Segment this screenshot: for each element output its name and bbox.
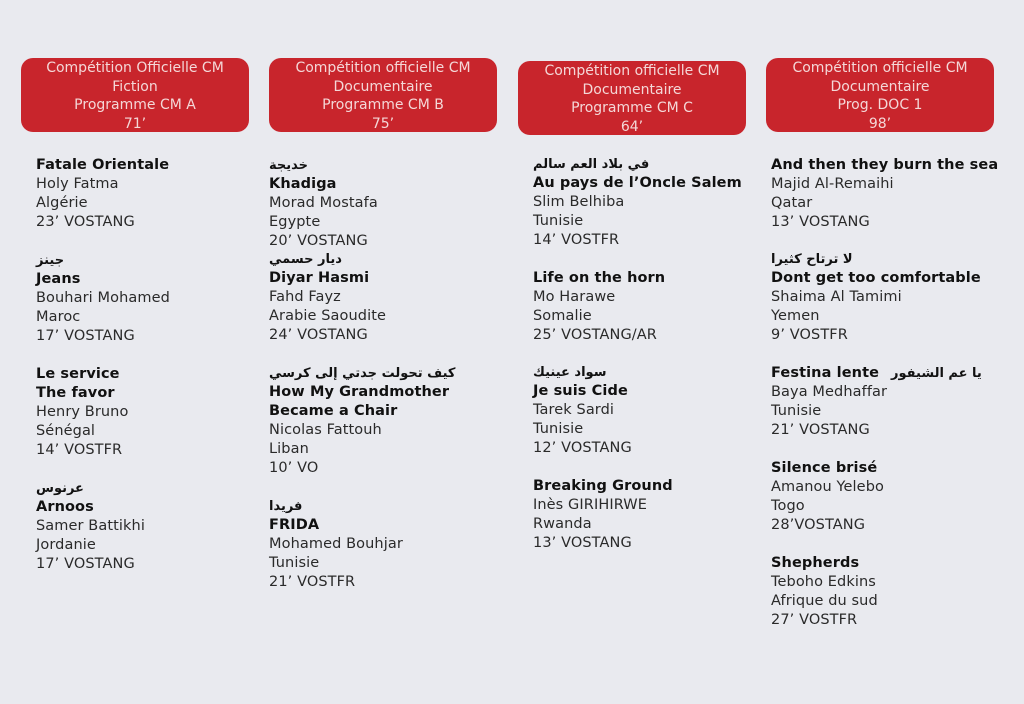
film-title (533, 382, 783, 401)
film-line-text: Egypte (269, 214, 321, 230)
film-entry (36, 156, 286, 232)
film-entry (269, 250, 519, 345)
film-title (771, 554, 1021, 573)
film-entry (771, 459, 1021, 535)
header-line: Documentaire (333, 78, 433, 95)
film-line-text: Nicolas Fattouh (269, 422, 382, 438)
film-line-text: 25’ VOSTANG/AR (533, 327, 657, 343)
film-line-text: Le service (36, 366, 120, 382)
film-line-text: Amanou Yelebo (771, 479, 884, 495)
film-line-text: 27’ VOSTFR (771, 612, 858, 628)
film-title-arabic (771, 250, 1021, 269)
film-detail (533, 534, 783, 553)
film-line-text: 12’ VOSTANG (533, 440, 632, 456)
film-line-text: Shaima Al Tamimi (771, 289, 902, 305)
film-line-text: How My Grandmother (269, 384, 450, 400)
film-line-text: 13’ VOSTANG (771, 214, 870, 230)
film-detail (771, 307, 1021, 326)
film-detail (36, 175, 286, 194)
film-line-text: Somalie (533, 308, 592, 324)
header-line: 71’ (123, 115, 147, 132)
film-line-text: Holy Fatma (36, 176, 119, 192)
film-line-text: Je suis Cide (533, 383, 628, 399)
film-title (36, 384, 286, 403)
film-line-text: Majid Al-Remaihi (771, 176, 894, 192)
film-title (771, 269, 1021, 288)
film-line-text: Teboho Edkins (771, 574, 876, 590)
film-detail (269, 440, 519, 459)
film-line-text: جينز (36, 253, 65, 268)
film-line-text: Afrique du sud (771, 593, 878, 609)
film-line-text: Morad Mostafa (269, 195, 378, 211)
film-title-arabic (269, 156, 519, 175)
header-line: Prog. DOC 1 (837, 97, 923, 113)
film-line-text: Henry Bruno (36, 404, 129, 420)
film-line-text: And then they burn the sea (771, 157, 999, 173)
film-line-text: 14’ VOSTFR (533, 232, 620, 248)
film-line-text: 28’VOSTANG (771, 517, 866, 533)
film-line-text: 14’ VOSTFR (36, 442, 123, 458)
film-detail (533, 439, 783, 458)
film-title (533, 477, 783, 496)
film-title-arabic (36, 251, 286, 270)
film-line-text: Mohamed Bouhjar (269, 536, 403, 552)
film-detail (269, 307, 519, 326)
film-line-text: لا ترتاح كثيرا (771, 252, 853, 267)
programme-header-c (518, 61, 746, 135)
header-line: Compétition Officielle CM (46, 60, 224, 76)
film-title (771, 364, 1021, 383)
film-line-text: 17’ VOSTANG (36, 328, 135, 344)
film-line-text: Breaking Ground (533, 478, 673, 494)
header-line: Programme CM C (571, 100, 693, 116)
film-line-text: Became a Chair (269, 403, 398, 419)
film-detail (269, 459, 519, 478)
film-detail (771, 288, 1021, 307)
film-entry (269, 497, 519, 592)
header-line: Compétition officielle CM (544, 63, 720, 79)
film-line-text: Dont get too comfortable (771, 270, 981, 286)
film-line-text: 17’ VOSTANG (36, 556, 135, 572)
film-title (269, 383, 519, 402)
film-detail (533, 515, 783, 534)
film-entry (771, 554, 1021, 630)
film-detail (533, 401, 783, 420)
programme-header-a (21, 58, 249, 132)
film-line-text: 21’ VOSTANG (771, 422, 870, 438)
film-title (771, 156, 1021, 175)
header-line: 98’ (868, 115, 892, 132)
film-detail (771, 194, 1021, 213)
film-title (269, 269, 519, 288)
film-detail (771, 497, 1021, 516)
film-detail (771, 592, 1021, 611)
film-detail (36, 555, 286, 574)
film-detail (771, 213, 1021, 232)
film-line-text: Bouhari Mohamed (36, 290, 170, 306)
film-line-text: Tunisie (771, 403, 822, 419)
film-detail (771, 383, 1021, 402)
film-detail (771, 326, 1021, 345)
film-detail (533, 231, 783, 250)
film-line-text: Yemen (771, 308, 820, 324)
film-detail (36, 327, 286, 346)
film-title-arabic (269, 497, 519, 516)
film-detail (771, 573, 1021, 592)
film-line-text: Khadiga (269, 176, 337, 192)
film-title-arabic (533, 155, 783, 174)
film-title (269, 516, 519, 535)
film-line-text: Shepherds (771, 555, 860, 571)
film-line-text: Arabie Saoudite (269, 308, 387, 324)
header-line: Programme CM A (74, 97, 196, 113)
film-detail (36, 422, 286, 441)
film-title (36, 498, 286, 517)
film-line-text: في بلاد العم سالم (533, 157, 650, 172)
film-detail (771, 175, 1021, 194)
film-title-arabic (36, 479, 286, 498)
film-entry (533, 363, 783, 458)
film-detail (36, 441, 286, 460)
film-line-text: Life on the horn (533, 270, 666, 286)
film-line-text: 20’ VOSTANG (269, 233, 368, 249)
film-line-text: Slim Belhiba (533, 194, 625, 210)
film-line-text: Diyar Hasmi (269, 270, 370, 286)
film-entry (533, 477, 783, 553)
film-line-text: فريدا (269, 499, 303, 514)
film-line-text: Maroc (36, 309, 81, 325)
header-line: Programme CM B (322, 97, 444, 113)
film-title (533, 269, 783, 288)
film-title (533, 174, 783, 193)
film-line-text: Samer Battikhi (36, 518, 145, 534)
film-detail (771, 421, 1021, 440)
header-line: Fiction (112, 78, 158, 95)
film-entry (771, 250, 1021, 345)
film-title-arabic (533, 363, 783, 382)
film-detail (533, 496, 783, 515)
film-detail (269, 326, 519, 345)
film-detail (36, 289, 286, 308)
film-entry (771, 156, 1021, 232)
film-detail (36, 213, 286, 232)
film-line-text: Au pays de l’Oncle Salem (533, 175, 742, 191)
film-line-text: Arnoos (36, 499, 94, 515)
film-entry (771, 364, 1021, 440)
film-detail (36, 403, 286, 422)
film-detail (36, 308, 286, 327)
film-detail (771, 402, 1021, 421)
film-detail (771, 611, 1021, 630)
film-title (36, 156, 286, 175)
header-line: 75’ (371, 115, 395, 132)
film-line-text: Baya Medhaffar (771, 384, 888, 400)
film-entry (533, 269, 783, 345)
film-line-text: Tunisie (269, 555, 320, 571)
film-line-text: Tarek Sardi (533, 402, 615, 418)
film-detail (36, 194, 286, 213)
header-line: 64’ (620, 118, 644, 135)
film-title-arabic (269, 250, 519, 269)
film-entry (36, 479, 286, 574)
header-line: Compétition officielle CM (295, 60, 471, 76)
film-detail (771, 516, 1021, 535)
film-line-text: Jordanie (36, 537, 96, 553)
film-line-text: Inès GIRIHIRWE (533, 497, 647, 513)
film-line-text: FRIDA (269, 517, 320, 533)
film-entry (533, 155, 783, 250)
film-line-text: Rwanda (533, 516, 592, 532)
film-detail (533, 212, 783, 231)
film-entry (269, 364, 519, 478)
film-line-text: Mo Harawe (533, 289, 616, 305)
film-entry (36, 365, 286, 460)
film-line-text: 23’ VOSTANG (36, 214, 135, 230)
film-line-text: The favor (36, 385, 115, 401)
film-detail (533, 288, 783, 307)
film-title (36, 270, 286, 289)
film-line-text: Fatale Orientale (36, 157, 170, 173)
film-line-text: Qatar (771, 195, 813, 211)
film-detail (533, 326, 783, 345)
film-detail (269, 213, 519, 232)
header-line: Documentaire (830, 78, 930, 95)
film-detail (533, 420, 783, 439)
programme-header-d (766, 58, 994, 132)
film-title (269, 175, 519, 194)
film-line-text: Fahd Fayz (269, 289, 341, 305)
film-detail (269, 554, 519, 573)
film-detail (269, 194, 519, 213)
film-line-text: Tunisie (533, 213, 584, 229)
film-detail (533, 193, 783, 212)
film-line-text: خديجة (269, 158, 309, 173)
film-detail (533, 307, 783, 326)
film-entry (269, 156, 519, 251)
film-line-text: 24’ VOSTANG (269, 327, 368, 343)
film-line-text: 13’ VOSTANG (533, 535, 632, 551)
film-detail (269, 288, 519, 307)
film-line-text: Tunisie (533, 421, 584, 437)
header-line: Documentaire (582, 81, 682, 98)
film-line-text: 9’ VOSTFR (771, 327, 848, 343)
film-line-text: ديار حسمي (269, 252, 342, 267)
film-detail (36, 517, 286, 536)
film-line-text: Silence brisé (771, 460, 878, 476)
film-line-text: Liban (269, 441, 309, 457)
film-title (36, 365, 286, 384)
film-title-arabic: يا عم الشيفور (891, 366, 982, 381)
programme-header-b (269, 58, 497, 132)
film-title-arabic (269, 364, 519, 383)
film-detail (269, 573, 519, 592)
film-line-text: Togo (771, 498, 805, 514)
film-line-text: Festina lente (771, 365, 880, 381)
film-line-text: 10’ VO (269, 460, 319, 476)
film-detail (771, 478, 1021, 497)
header-line: Compétition officielle CM (792, 60, 968, 76)
film-line-text: 21’ VOSTFR (269, 574, 356, 590)
film-line-text: عرنوس (36, 481, 84, 496)
film-line-text: كيف تحولت جدتي إلى كرسي (269, 366, 456, 381)
film-title (771, 459, 1021, 478)
film-detail (36, 536, 286, 555)
film-detail (269, 232, 519, 251)
film-entry (36, 251, 286, 346)
film-line-text: Sénégal (36, 423, 96, 439)
film-title (269, 402, 519, 421)
film-line-text: سواد عينيك (533, 365, 607, 380)
film-detail (269, 535, 519, 554)
film-detail (269, 421, 519, 440)
film-line-text: Algérie (36, 195, 88, 211)
film-line-text: Jeans (36, 271, 81, 287)
